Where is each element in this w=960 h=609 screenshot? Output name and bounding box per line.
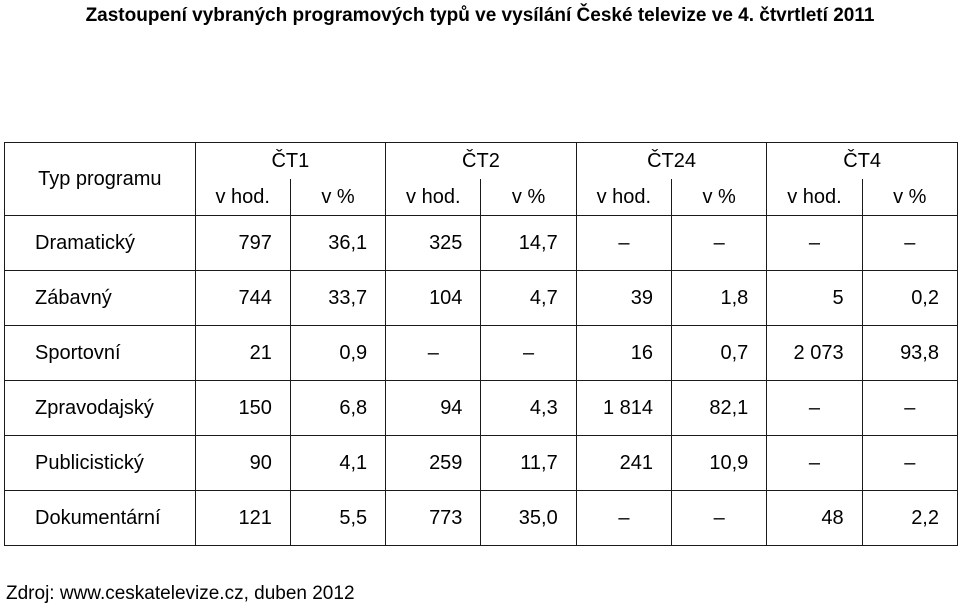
column-header-ct2: ČT2 <box>386 143 577 180</box>
table-cell: 0,7 <box>672 326 767 381</box>
column-subheader: v % <box>672 179 767 216</box>
table-cell: 5 <box>767 271 862 326</box>
table-row <box>5 381 958 436</box>
row-label: Dokumentární <box>5 491 196 546</box>
column-subheader: v hod. <box>767 179 862 216</box>
table-cell: – <box>672 216 767 271</box>
table-cell: 48 <box>767 491 862 546</box>
table-cell: 150 <box>195 381 290 436</box>
table-cell: 36,1 <box>290 216 385 271</box>
table-cell: 82,1 <box>672 381 767 436</box>
column-subheader: v hod. <box>195 179 290 216</box>
table-header-channels <box>5 143 958 180</box>
table-cell: – <box>672 491 767 546</box>
table-cell: 4,1 <box>290 436 385 491</box>
table-cell: 39 <box>576 271 671 326</box>
table-cell: 90 <box>195 436 290 491</box>
table-cell: 5,5 <box>290 491 385 546</box>
table-cell: 4,3 <box>481 381 576 436</box>
table-cell: 35,0 <box>481 491 576 546</box>
table-cell: 2,2 <box>862 491 957 546</box>
table-cell: – <box>481 326 576 381</box>
table-cell: 121 <box>195 491 290 546</box>
table-cell: 21 <box>195 326 290 381</box>
table-cell: 2 073 <box>767 326 862 381</box>
table-cell: 325 <box>386 216 481 271</box>
row-label: Zpravodajský <box>5 381 196 436</box>
column-header-ct24: ČT24 <box>576 143 767 180</box>
table-row <box>5 436 958 491</box>
column-subheader: v hod. <box>576 179 671 216</box>
column-header-type: Typ programu <box>5 143 196 216</box>
table-cell: 4,7 <box>481 271 576 326</box>
table-cell: 241 <box>576 436 671 491</box>
column-subheader: v % <box>481 179 576 216</box>
table-cell: – <box>767 381 862 436</box>
column-subheader: v % <box>862 179 957 216</box>
table-cell: 104 <box>386 271 481 326</box>
table-cell: 94 <box>386 381 481 436</box>
table-cell: – <box>862 216 957 271</box>
table-cell: – <box>862 381 957 436</box>
table-cell: – <box>767 216 862 271</box>
table-cell: 33,7 <box>290 271 385 326</box>
table-cell: 0,9 <box>290 326 385 381</box>
table-cell: – <box>767 436 862 491</box>
table-cell: – <box>862 436 957 491</box>
table-cell: 773 <box>386 491 481 546</box>
table-cell: 6,8 <box>290 381 385 436</box>
table-cell: 1 814 <box>576 381 671 436</box>
table-cell: 0,2 <box>862 271 957 326</box>
table-cell: – <box>576 216 671 271</box>
table-cell: – <box>386 326 481 381</box>
row-label: Sportovní <box>5 326 196 381</box>
program-types-table <box>4 142 958 546</box>
row-label: Zábavný <box>5 271 196 326</box>
column-header-ct1: ČT1 <box>195 143 386 180</box>
column-header-ct4: ČT4 <box>767 143 958 180</box>
table-cell: 11,7 <box>481 436 576 491</box>
table-cell: 1,8 <box>672 271 767 326</box>
column-subheader: v % <box>290 179 385 216</box>
row-label: Dramatický <box>5 216 196 271</box>
table-row <box>5 326 958 381</box>
table-cell: 744 <box>195 271 290 326</box>
table-row <box>5 216 958 271</box>
page-title: Zastoupení vybraných programových typů ve vysílání České televize ve 4. čtvrtletí 2011 <box>85 5 875 26</box>
table-cell: 14,7 <box>481 216 576 271</box>
table-row <box>5 491 958 546</box>
table-row <box>5 271 958 326</box>
table-cell: 259 <box>386 436 481 491</box>
source-note: Zdroj: www.ceskatelevize.cz, duben 2012 <box>6 583 355 604</box>
table-cell: 10,9 <box>672 436 767 491</box>
table-cell: – <box>576 491 671 546</box>
column-subheader: v hod. <box>386 179 481 216</box>
table-cell: 797 <box>195 216 290 271</box>
table-cell: 16 <box>576 326 671 381</box>
table-cell: 93,8 <box>862 326 957 381</box>
row-label: Publicistický <box>5 436 196 491</box>
